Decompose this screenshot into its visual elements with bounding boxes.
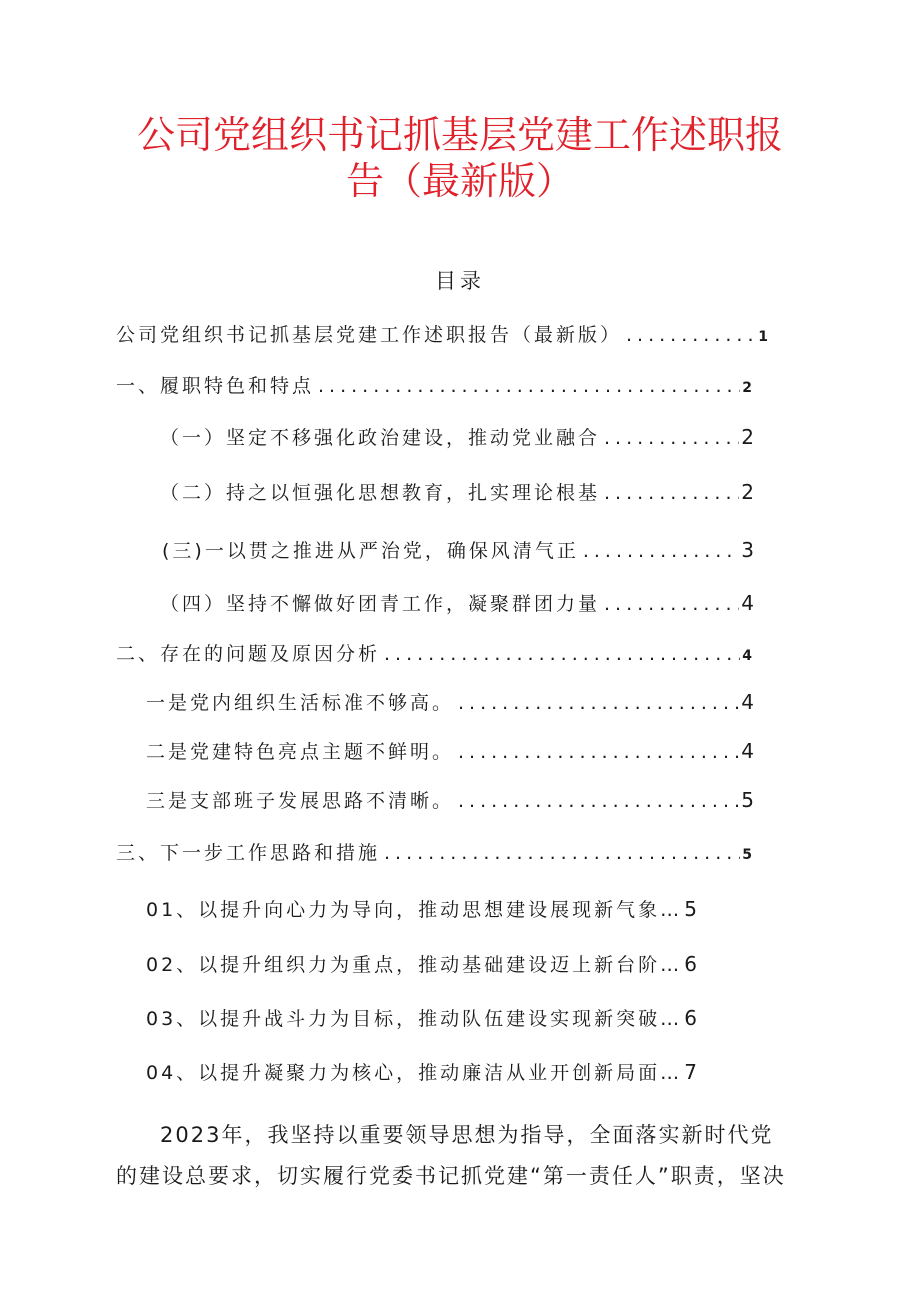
toc-entry-page: 2: [742, 380, 752, 396]
toc-entry[interactable]: [116, 320, 768, 350]
toc-entry-page: 6: [684, 952, 697, 976]
toc-entry-page: 5: [684, 897, 697, 921]
toc-entry[interactable]: [116, 371, 752, 401]
toc-entry-label: （一）坚定不移强化政治建设，推动党业融合: [160, 427, 601, 449]
toc-entry-label: 03、以提升战斗力为目标，推动队伍建设实现新突破…: [146, 1008, 683, 1030]
toc-entry-label: (三)一以贯之推进从严治党，确保风清气正: [162, 540, 579, 562]
toc-entry-page: 4: [741, 690, 754, 714]
toc-leader-dots: [626, 320, 756, 350]
toc-entry-page: 4: [741, 739, 754, 763]
toc-entry[interactable]: [162, 535, 754, 565]
toc-entry-page: 4: [741, 591, 754, 615]
document-title-line-1: 公司党组织书记抓基层党建工作述职报: [136, 113, 783, 157]
toc-heading: 目录: [435, 269, 485, 293]
toc-entry-label: 01、以提升向心力为导向，推动思想建设展现新气象…: [146, 899, 683, 921]
toc-entry-label: （四）坚持不懈做好团青工作，凝聚群团力量: [160, 593, 601, 615]
toc-leader-dots: [604, 589, 739, 619]
toc-entry[interactable]: [116, 639, 752, 669]
document-title-line-2: 告（最新版）: [345, 159, 574, 203]
toc-entry-page: 7: [684, 1060, 697, 1084]
toc-entry-page: 2: [741, 425, 754, 449]
toc-entry[interactable]: [160, 477, 754, 507]
toc-entry-label: 公司党组织书记抓基层党建工作述职报告（最新版）: [116, 324, 623, 346]
toc-entry-page: 5: [741, 788, 754, 812]
toc-entry-label: 三是支部班子发展思路不清晰。: [146, 790, 455, 812]
toc-entry[interactable]: [160, 422, 754, 452]
toc-entry-page: 4: [742, 648, 752, 664]
toc-entry-label: 一是党内组织生活标准不够高。: [146, 692, 455, 714]
toc-entry-label: 02、以提升组织力为重点，推动基础建设迈上新台阶…: [146, 954, 683, 976]
toc-leader-dots: [458, 737, 739, 767]
toc-entry[interactable]: [146, 949, 766, 979]
toc-entry[interactable]: [146, 894, 766, 924]
toc-entry-page: 6: [684, 1006, 697, 1030]
toc-entry-label: 二是党建特色亮点主题不鲜明。: [146, 741, 455, 763]
toc-entry[interactable]: [146, 736, 754, 766]
toc-leader-dots: [604, 478, 739, 508]
toc-entry-page: 1: [758, 329, 768, 345]
toc-entry-page: 2: [741, 480, 754, 504]
toc-leader-dots: [318, 371, 740, 401]
toc-entry[interactable]: [146, 1003, 766, 1033]
toc-leader-dots: [458, 786, 739, 816]
toc-entry-label: 三、下一步工作思路和措施: [116, 842, 381, 864]
toc-leader-dots: [384, 838, 740, 868]
toc-entry-label: （二）持之以恒强化思想教育，扎实理论根基: [160, 482, 601, 504]
toc-leader-dots: [458, 688, 739, 718]
toc-leader-dots: [583, 536, 739, 566]
toc-entry-page: 3: [741, 538, 754, 562]
toc-entry-label: 一、履职特色和特点: [116, 375, 315, 397]
toc-entry[interactable]: [160, 588, 754, 618]
toc-entry[interactable]: [146, 1057, 766, 1087]
toc-entry[interactable]: [146, 785, 754, 815]
toc-entry[interactable]: [116, 838, 752, 868]
body-paragraph: 2023年，我坚持以重要领导思想为指导，全面落实新时代党的建设总要求，切实履行党委书记抓党建“第一责任人”职责，坚决: [116, 1123, 786, 1188]
toc-entry-label: 二、存在的问题及原因分析: [116, 643, 381, 665]
toc-entry[interactable]: [146, 687, 754, 717]
toc-entry-page: 5: [742, 847, 752, 863]
toc-leader-dots: [384, 639, 740, 669]
toc-entry-label: 04、以提升凝聚力为核心，推动廉洁从业开创新局面…: [146, 1062, 683, 1084]
toc-leader-dots: [604, 423, 739, 453]
